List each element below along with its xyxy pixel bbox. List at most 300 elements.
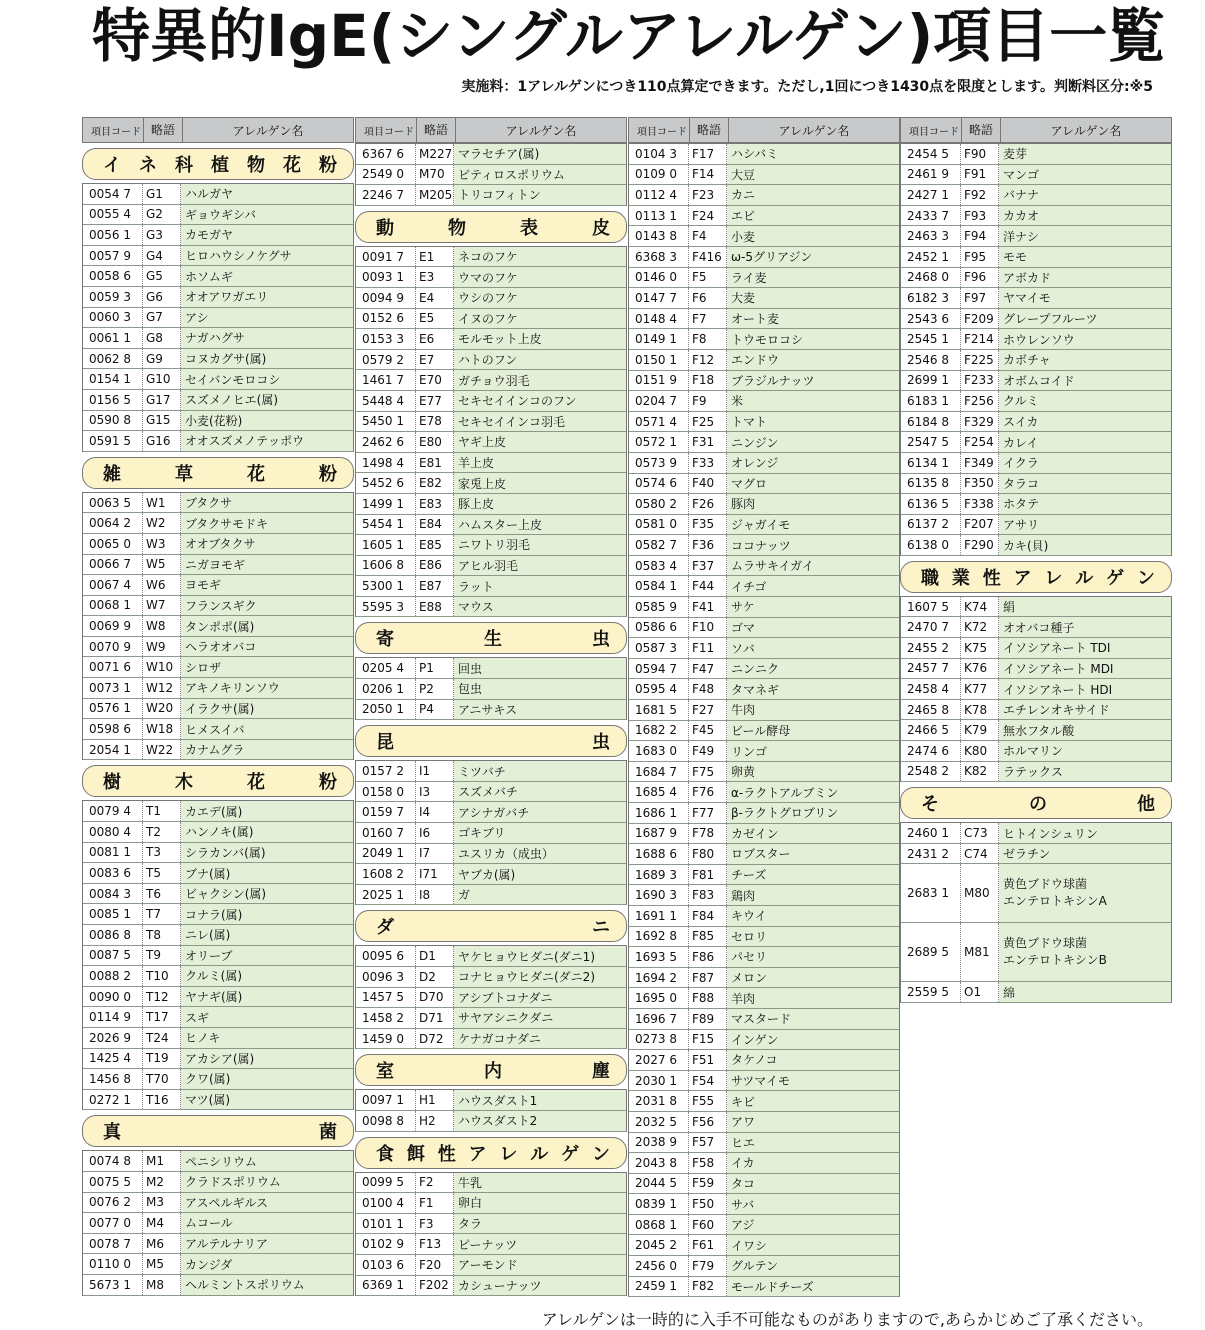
column-2 bbox=[355, 117, 627, 1296]
item-abbr: F81 bbox=[689, 865, 727, 885]
item-abbr: F78 bbox=[689, 824, 727, 844]
item-name: イヌのフケ bbox=[454, 309, 626, 329]
table-row bbox=[629, 185, 899, 206]
item-name: イカ bbox=[727, 1153, 899, 1173]
item-name: イワシ bbox=[727, 1235, 899, 1255]
item-abbr: F3 bbox=[416, 1214, 454, 1234]
column-3 bbox=[628, 117, 900, 1297]
table-row bbox=[356, 823, 626, 844]
item-abbr: F7 bbox=[689, 309, 727, 329]
table-row bbox=[901, 679, 1171, 700]
item-name: フランスギク bbox=[181, 596, 353, 616]
header-abbr: 略語 bbox=[416, 118, 456, 142]
table-header bbox=[628, 117, 900, 143]
item-abbr: F83 bbox=[689, 885, 727, 905]
table-row bbox=[901, 844, 1171, 865]
item-abbr: F97 bbox=[961, 288, 999, 308]
item-abbr: F95 bbox=[961, 247, 999, 267]
table-row bbox=[901, 720, 1171, 741]
item-code: 0065 0 bbox=[83, 534, 143, 554]
allergen-list bbox=[628, 143, 900, 1297]
item-name: カエデ(属) bbox=[181, 801, 353, 821]
item-abbr: W20 bbox=[143, 699, 181, 719]
item-abbr: F5 bbox=[689, 268, 727, 288]
table-row bbox=[83, 349, 353, 370]
item-name: ブタクサモドキ bbox=[181, 513, 353, 533]
item-abbr: W3 bbox=[143, 534, 181, 554]
item-name: ブラジルナッツ bbox=[727, 371, 899, 391]
item-code: 6184 8 bbox=[901, 412, 961, 432]
table-row bbox=[83, 1151, 353, 1172]
item-name: ジャガイモ bbox=[727, 515, 899, 535]
table-row bbox=[356, 165, 626, 186]
item-code: 2433 7 bbox=[901, 206, 961, 226]
item-code: 1608 2 bbox=[356, 864, 416, 884]
item-abbr: P2 bbox=[416, 679, 454, 699]
item-name: ヤケヒョウヒダニ(ダニ1) bbox=[454, 946, 626, 966]
item-name: イソシアネート TDI bbox=[999, 638, 1171, 658]
item-code: 2043 8 bbox=[629, 1153, 689, 1173]
table-row bbox=[629, 906, 899, 927]
table-row bbox=[629, 474, 899, 495]
table-row bbox=[901, 247, 1171, 268]
item-code: 0094 9 bbox=[356, 288, 416, 308]
item-code: 0068 1 bbox=[83, 596, 143, 616]
item-code: 0088 2 bbox=[83, 966, 143, 986]
item-code: 2038 9 bbox=[629, 1133, 689, 1153]
item-code: 0091 7 bbox=[356, 247, 416, 267]
allergen-list bbox=[355, 246, 627, 618]
item-name: エビ bbox=[727, 206, 899, 226]
item-code: 0143 8 bbox=[629, 226, 689, 246]
item-code: 5450 1 bbox=[356, 412, 416, 432]
item-abbr: G17 bbox=[143, 390, 181, 410]
item-code: 1690 3 bbox=[629, 885, 689, 905]
item-name: 牛乳 bbox=[454, 1173, 626, 1193]
item-abbr: F77 bbox=[689, 803, 727, 823]
allergen-list bbox=[355, 945, 627, 1049]
item-abbr: H2 bbox=[416, 1111, 454, 1131]
allergen-list bbox=[355, 760, 627, 905]
allergen-list bbox=[900, 143, 1172, 556]
header-code: 項目コード bbox=[909, 126, 959, 138]
item-code: 0076 2 bbox=[83, 1193, 143, 1213]
item-code: 1683 0 bbox=[629, 741, 689, 761]
item-name: 大豆 bbox=[727, 165, 899, 185]
item-name: モルモット上皮 bbox=[454, 329, 626, 349]
item-abbr: M8 bbox=[143, 1275, 181, 1295]
item-code: 0574 6 bbox=[629, 474, 689, 494]
table-row bbox=[901, 432, 1171, 453]
table-row bbox=[629, 947, 899, 968]
table-row bbox=[901, 412, 1171, 433]
table-row bbox=[83, 184, 353, 205]
item-abbr: T6 bbox=[143, 884, 181, 904]
table-row bbox=[356, 535, 626, 556]
item-code: 2025 1 bbox=[356, 885, 416, 905]
item-name: ハトのフン bbox=[454, 350, 626, 370]
item-abbr: F87 bbox=[689, 968, 727, 988]
category-heading: 真 菌 bbox=[82, 1115, 354, 1147]
item-name: サバ bbox=[727, 1194, 899, 1214]
item-code: 1458 2 bbox=[356, 1008, 416, 1028]
item-abbr: M5 bbox=[143, 1254, 181, 1274]
item-abbr: F96 bbox=[961, 268, 999, 288]
item-abbr: T17 bbox=[143, 1007, 181, 1027]
item-code: 0062 8 bbox=[83, 349, 143, 369]
table-row bbox=[629, 700, 899, 721]
item-code: 0110 0 bbox=[83, 1254, 143, 1274]
item-code: 2474 6 bbox=[901, 741, 961, 761]
item-code: 0084 3 bbox=[83, 884, 143, 904]
table-row bbox=[901, 515, 1171, 536]
item-code: 0584 1 bbox=[629, 576, 689, 596]
item-name: モールドチーズ bbox=[727, 1277, 899, 1297]
item-abbr: T70 bbox=[143, 1069, 181, 1089]
item-code: 0081 1 bbox=[83, 843, 143, 863]
item-name: ヤブカ(属) bbox=[454, 864, 626, 884]
item-name: セキセイインコ羽毛 bbox=[454, 412, 626, 432]
table-row bbox=[629, 762, 899, 783]
item-name: マラセチア(属) bbox=[454, 144, 626, 164]
table-row bbox=[629, 432, 899, 453]
table-row bbox=[83, 946, 353, 967]
item-abbr: F1 bbox=[416, 1193, 454, 1213]
table-row bbox=[629, 1153, 899, 1174]
item-abbr: F416 bbox=[689, 247, 727, 267]
item-name: サヤアシニクダニ bbox=[454, 1008, 626, 1028]
item-abbr: W8 bbox=[143, 616, 181, 636]
item-code: 1456 8 bbox=[83, 1069, 143, 1089]
item-name: キウイ bbox=[727, 906, 899, 926]
item-abbr: F51 bbox=[689, 1050, 727, 1070]
item-code: 0586 6 bbox=[629, 618, 689, 638]
item-name: ゼラチン bbox=[999, 844, 1171, 864]
item-name: アシ bbox=[181, 308, 353, 328]
table-row bbox=[629, 556, 899, 577]
item-abbr: G2 bbox=[143, 205, 181, 225]
item-code: 0579 2 bbox=[356, 350, 416, 370]
item-abbr: T12 bbox=[143, 987, 181, 1007]
item-code: 5595 3 bbox=[356, 597, 416, 617]
table-row bbox=[629, 1091, 899, 1112]
item-name: タラ bbox=[454, 1214, 626, 1234]
item-abbr: G15 bbox=[143, 411, 181, 431]
item-abbr: F54 bbox=[689, 1071, 727, 1091]
table-row bbox=[356, 1090, 626, 1111]
item-name: タンポポ(属) bbox=[181, 616, 353, 636]
table-row bbox=[83, 740, 353, 761]
table-row bbox=[901, 597, 1171, 618]
header-code: 項目コード bbox=[364, 126, 414, 138]
header-code: 項目コード bbox=[637, 126, 687, 138]
item-code: 2456 0 bbox=[629, 1256, 689, 1276]
item-code: 0101 1 bbox=[356, 1214, 416, 1234]
item-code: 1457 5 bbox=[356, 988, 416, 1008]
item-abbr: F90 bbox=[961, 144, 999, 164]
item-name: オオバコ種子 bbox=[999, 617, 1171, 637]
item-abbr: G8 bbox=[143, 328, 181, 348]
table-row bbox=[356, 494, 626, 515]
item-abbr: G16 bbox=[143, 431, 181, 451]
item-name: ペニシリウム bbox=[181, 1151, 353, 1171]
item-abbr: F350 bbox=[961, 474, 999, 494]
item-name: 大麦 bbox=[727, 288, 899, 308]
allergen-list bbox=[82, 800, 354, 1110]
item-abbr: F233 bbox=[961, 371, 999, 391]
item-code: 1696 7 bbox=[629, 1009, 689, 1029]
table-row bbox=[356, 844, 626, 865]
item-code: 0581 0 bbox=[629, 515, 689, 535]
item-code: 0157 2 bbox=[356, 761, 416, 781]
item-abbr: F290 bbox=[961, 535, 999, 555]
item-name: ムコール bbox=[181, 1213, 353, 1233]
item-abbr: F79 bbox=[689, 1256, 727, 1276]
item-name: ヨモギ bbox=[181, 575, 353, 595]
item-code: 0160 7 bbox=[356, 823, 416, 843]
table-row bbox=[901, 823, 1171, 844]
item-abbr: F50 bbox=[689, 1194, 727, 1214]
table-row bbox=[83, 369, 353, 390]
item-abbr: F202 bbox=[416, 1276, 454, 1296]
table-row bbox=[356, 1111, 626, 1132]
item-code: 0055 4 bbox=[83, 205, 143, 225]
item-abbr: W5 bbox=[143, 555, 181, 575]
item-name: パセリ bbox=[727, 947, 899, 967]
item-name: ω-5グリアジン bbox=[727, 247, 899, 267]
item-code: 0069 9 bbox=[83, 616, 143, 636]
item-name: ネコのフケ bbox=[454, 247, 626, 267]
item-abbr: F12 bbox=[689, 350, 727, 370]
item-name: ハシバミ bbox=[727, 144, 899, 164]
item-abbr: F8 bbox=[689, 329, 727, 349]
item-code: 1689 3 bbox=[629, 865, 689, 885]
item-abbr: G4 bbox=[143, 246, 181, 266]
item-name: コナヒョウヒダニ(ダニ2) bbox=[454, 967, 626, 987]
table-row bbox=[356, 1255, 626, 1276]
item-code: 0102 9 bbox=[356, 1234, 416, 1254]
table-row bbox=[83, 904, 353, 925]
item-abbr: M4 bbox=[143, 1213, 181, 1233]
item-name: カシューナッツ bbox=[454, 1276, 626, 1296]
item-code: 0587 3 bbox=[629, 638, 689, 658]
item-name: ウシのフケ bbox=[454, 288, 626, 308]
item-abbr: G6 bbox=[143, 287, 181, 307]
item-name: クラドスポリウム bbox=[181, 1172, 353, 1192]
table-row bbox=[901, 226, 1171, 247]
item-code: 0054 7 bbox=[83, 184, 143, 204]
item-code: 0590 8 bbox=[83, 411, 143, 431]
item-name: ハルガヤ bbox=[181, 184, 353, 204]
table-row bbox=[356, 267, 626, 288]
item-code: 0098 8 bbox=[356, 1111, 416, 1131]
item-abbr: E84 bbox=[416, 515, 454, 535]
item-abbr: K72 bbox=[961, 617, 999, 637]
item-abbr: G1 bbox=[143, 184, 181, 204]
item-name: ハムスター上皮 bbox=[454, 515, 626, 535]
table-row bbox=[356, 1234, 626, 1255]
item-abbr: F56 bbox=[689, 1112, 727, 1132]
table-row bbox=[901, 638, 1171, 659]
item-name: カレイ bbox=[999, 432, 1171, 452]
item-code: 1682 2 bbox=[629, 721, 689, 741]
table-row bbox=[629, 1256, 899, 1277]
item-abbr: F55 bbox=[689, 1091, 727, 1111]
item-code: 2458 4 bbox=[901, 679, 961, 699]
item-code: 1461 7 bbox=[356, 370, 416, 390]
table-row bbox=[83, 966, 353, 987]
item-name: ライ麦 bbox=[727, 268, 899, 288]
table-row bbox=[629, 1071, 899, 1092]
item-abbr: E4 bbox=[416, 288, 454, 308]
item-abbr: W6 bbox=[143, 575, 181, 595]
item-abbr: F40 bbox=[689, 474, 727, 494]
item-code: 2031 8 bbox=[629, 1091, 689, 1111]
item-name: カカオ bbox=[999, 206, 1171, 226]
table-row bbox=[83, 225, 353, 246]
item-code: 1606 8 bbox=[356, 556, 416, 576]
header-abbr: 略語 bbox=[143, 118, 183, 142]
item-code: 6136 5 bbox=[901, 494, 961, 514]
item-name: スギ bbox=[181, 1007, 353, 1027]
table-row bbox=[629, 638, 899, 659]
item-name: ヤマイモ bbox=[999, 288, 1171, 308]
item-code: 0114 9 bbox=[83, 1007, 143, 1027]
item-abbr: W2 bbox=[143, 513, 181, 533]
table-row bbox=[629, 782, 899, 803]
table-row bbox=[629, 659, 899, 680]
item-name: 回虫 bbox=[454, 658, 626, 678]
header-abbr: 略語 bbox=[689, 118, 729, 142]
table-row bbox=[629, 535, 899, 556]
table-row bbox=[629, 803, 899, 824]
item-abbr: K76 bbox=[961, 659, 999, 679]
item-abbr: F35 bbox=[689, 515, 727, 535]
table-row bbox=[83, 308, 353, 329]
item-abbr: K82 bbox=[961, 762, 999, 782]
item-name: ムラサキイガイ bbox=[727, 556, 899, 576]
item-code: 0093 1 bbox=[356, 267, 416, 287]
item-name: アカシア(属) bbox=[181, 1049, 353, 1069]
item-code: 0095 6 bbox=[356, 946, 416, 966]
item-code: 2427 1 bbox=[901, 185, 961, 205]
item-abbr: T9 bbox=[143, 946, 181, 966]
item-name: グルテン bbox=[727, 1256, 899, 1276]
item-code: 0151 9 bbox=[629, 371, 689, 391]
table-row bbox=[356, 1214, 626, 1235]
item-name: 絹 bbox=[999, 597, 1171, 617]
item-code: 0152 6 bbox=[356, 309, 416, 329]
item-code: 0078 7 bbox=[83, 1234, 143, 1254]
table-row bbox=[356, 185, 626, 206]
item-name: アニサキス bbox=[454, 700, 626, 720]
item-code: 1695 0 bbox=[629, 988, 689, 1008]
table-row bbox=[356, 515, 626, 536]
table-row bbox=[629, 350, 899, 371]
item-name: トウモロコシ bbox=[727, 329, 899, 349]
item-code: 2463 3 bbox=[901, 226, 961, 246]
item-abbr: F45 bbox=[689, 721, 727, 741]
header-code: 項目コード bbox=[91, 126, 141, 138]
item-code: 0868 1 bbox=[629, 1215, 689, 1235]
item-abbr: I4 bbox=[416, 802, 454, 822]
item-abbr: T8 bbox=[143, 925, 181, 945]
item-code: 1692 8 bbox=[629, 927, 689, 947]
table-row bbox=[83, 1069, 353, 1090]
table-row bbox=[356, 597, 626, 618]
item-name: クワ(属) bbox=[181, 1069, 353, 1089]
item-code: 2026 9 bbox=[83, 1028, 143, 1048]
item-code: 6369 1 bbox=[356, 1276, 416, 1296]
item-name: オレンジ bbox=[727, 453, 899, 473]
item-name: トリコフィトン bbox=[454, 185, 626, 205]
item-abbr: F256 bbox=[961, 391, 999, 411]
item-code: 5673 1 bbox=[83, 1275, 143, 1295]
item-abbr: E81 bbox=[416, 453, 454, 473]
table-row bbox=[356, 1008, 626, 1029]
item-code: 0056 1 bbox=[83, 225, 143, 245]
item-name: マツ(属) bbox=[181, 1090, 353, 1110]
item-name: ピーナッツ bbox=[454, 1234, 626, 1254]
item-code: 1425 4 bbox=[83, 1049, 143, 1069]
table-row bbox=[629, 576, 899, 597]
table-row bbox=[83, 822, 353, 843]
item-name: カボチャ bbox=[999, 350, 1171, 370]
table-row bbox=[901, 185, 1171, 206]
item-name: ブタクサ bbox=[181, 493, 353, 513]
item-name: オオスズメノテッポウ bbox=[181, 431, 353, 451]
table-row bbox=[629, 1277, 899, 1298]
allergen-list bbox=[82, 1150, 354, 1295]
item-name: アボカド bbox=[999, 268, 1171, 288]
table-row bbox=[901, 329, 1171, 350]
item-name: 米 bbox=[727, 391, 899, 411]
item-name: ヒノキ bbox=[181, 1028, 353, 1048]
item-abbr: E6 bbox=[416, 329, 454, 349]
item-abbr: T19 bbox=[143, 1049, 181, 1069]
item-name: カニ bbox=[727, 185, 899, 205]
item-code: 2054 1 bbox=[83, 740, 143, 760]
item-abbr: I7 bbox=[416, 844, 454, 864]
table-row bbox=[83, 1234, 353, 1255]
item-name: アキノキリンソウ bbox=[181, 678, 353, 698]
item-code: 2546 8 bbox=[901, 350, 961, 370]
item-name: ゴキブリ bbox=[454, 823, 626, 843]
item-name: ラテックス bbox=[999, 762, 1171, 782]
item-abbr: E77 bbox=[416, 391, 454, 411]
item-abbr: E78 bbox=[416, 412, 454, 432]
item-code: 2049 1 bbox=[356, 844, 416, 864]
item-abbr: E70 bbox=[416, 370, 454, 390]
item-abbr: F13 bbox=[416, 1234, 454, 1254]
table-row bbox=[901, 350, 1171, 371]
item-name: モモ bbox=[999, 247, 1171, 267]
item-name: 羊上皮 bbox=[454, 453, 626, 473]
item-name: カンジダ bbox=[181, 1254, 353, 1274]
category-heading: 室 内 塵 bbox=[355, 1054, 627, 1086]
item-name: ヘラオオバコ bbox=[181, 637, 353, 657]
table-row bbox=[83, 1254, 353, 1275]
category-heading: イ ネ 科 植 物 花 粉 bbox=[82, 148, 354, 180]
item-name: α-ラクトアルブミン bbox=[727, 782, 899, 802]
item-name: ギョウギシバ bbox=[181, 205, 353, 225]
table-row bbox=[356, 802, 626, 823]
category-heading: 雑 草 花 粉 bbox=[82, 457, 354, 489]
item-abbr: T10 bbox=[143, 966, 181, 986]
item-abbr: M227 bbox=[416, 144, 454, 164]
item-abbr: F58 bbox=[689, 1153, 727, 1173]
item-code: 0097 1 bbox=[356, 1090, 416, 1110]
